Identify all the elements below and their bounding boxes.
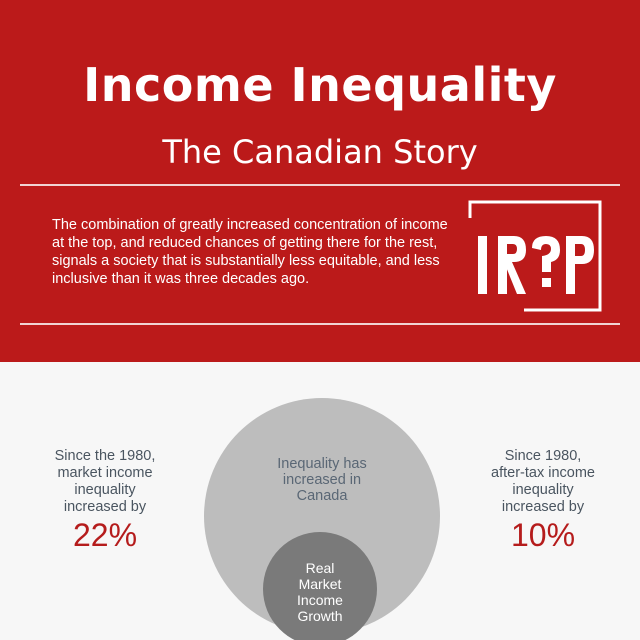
after-tax-income-percent: 10%: [510, 517, 576, 553]
after-tax-income-stat: [468, 448, 618, 552]
circle-label-line: increased in: [282, 472, 362, 488]
market-income-stat: [30, 448, 180, 552]
income-growth-label: [263, 560, 377, 624]
stat-text-line: market income: [57, 465, 153, 481]
stat-text-line: after-tax income: [491, 465, 595, 481]
market-income-percent: 22%: [72, 517, 138, 553]
circle-label-line: Market: [298, 576, 342, 592]
stat-text-line: Since 1980,: [504, 448, 582, 464]
stat-text-line: Since the 1980,: [54, 448, 156, 464]
circle-label-line: Canada: [296, 488, 348, 504]
stat-text-line: inequality: [512, 482, 574, 498]
inequality-circle-label: [200, 456, 440, 504]
circle-label-line: Income: [297, 592, 343, 608]
stat-text-line: increased by: [501, 499, 585, 515]
page-title: Income Inequality: [83, 58, 557, 112]
circle-label-line: Inequality has: [277, 456, 367, 472]
stat-text-line: increased by: [63, 499, 147, 515]
venn-diagram: [200, 398, 440, 640]
stat-text-line: inequality: [74, 482, 136, 498]
circle-label-line: Growth: [297, 608, 343, 624]
circle-label-line: Real: [305, 560, 335, 576]
divider-top: [20, 184, 620, 186]
irpp-logo: [466, 198, 604, 314]
divider-bottom: [20, 323, 620, 325]
intro-paragraph: The combination of greatly increased concentration of income at the top, and reduced chances of getting there for the rest, signals a society that is substantially less equitable, and less inclusive than it was three decades ago.: [52, 217, 448, 287]
page-subtitle: The Canadian Story: [162, 133, 478, 171]
